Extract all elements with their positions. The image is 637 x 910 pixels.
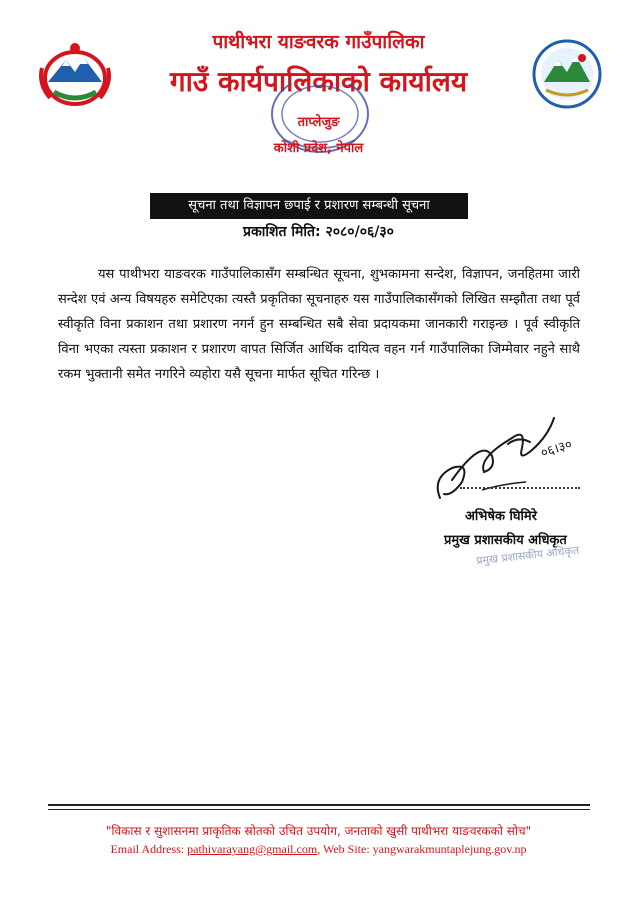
org-name: पाथीभरा याङवरक गाउँपालिका bbox=[212, 31, 425, 53]
signature-image bbox=[422, 398, 592, 508]
website-link[interactable]: yangwarakmuntaplejung.gov.np bbox=[372, 842, 527, 856]
address-province: कोशी प्रदेश, नेपाल bbox=[273, 141, 364, 156]
designation-stamp: प्रमुख प्रशासकीय अधिकृत bbox=[475, 543, 580, 568]
notice-title: सूचना तथा विज्ञापन छपाई र प्रशारण सम्बन्धी सूचना bbox=[150, 193, 468, 219]
published-date-label: प्रकाशित मिति: bbox=[243, 224, 321, 240]
footer-divider bbox=[48, 804, 590, 806]
notice-paragraph: यस पाथीभरा याङवरक गाउँपालिकासँग सम्बन्धित सूचना, शुभकामना सन्देश, विज्ञापन, जनहितमा जारी सन्देश एवं अन्य विषयहरु समेटिएका त्यस्तै प्रकृतिका सूचनाहरु यस गाउँपालिकासँगको लिखित सम्झौता तथा पूर्व स्वीकृति विना प्रकाशन तथा प्रशारण नगर्न हुन सम्बन्धित सबै सेवा प्रदायकमा जानकारी गराइन्छ । पूर्व स्वीकृति विना भएका त्यस्ता प्रकाशन र प्रशारण वापत सिर्जित आर्थिक दायित्व वहन गर्न गाउँपालिका जिम्मेवार नहुने साथै रकम भुक्तानी समेत नगरिने व्यहोरा यसै सूचना मार्फत सूचित गरिन्छ । bbox=[58, 267, 580, 382]
signatory-name: अभिषेक घिमिरे bbox=[465, 509, 537, 524]
footer-contact: Email Address: pathivarayang@gmail.com, Web Site: yangwarakmuntaplejung.gov.np bbox=[110, 842, 527, 856]
office-name: गाउँ कार्यपालिकाको कार्यालय bbox=[169, 65, 468, 98]
signature-date-mark: ०६।३० bbox=[539, 437, 575, 462]
published-date-line bbox=[0, 222, 637, 241]
address-district: ताप्लेजुङ bbox=[297, 115, 340, 130]
letterhead bbox=[0, 0, 637, 170]
email-link[interactable]: pathivarayang@gmail.com bbox=[187, 842, 318, 856]
website-label: Web Site: bbox=[322, 842, 370, 856]
signatory-designation: प्रमुख प्रशासकीय अधिकृत bbox=[444, 533, 567, 548]
footer-divider-thin bbox=[48, 809, 590, 810]
notice-body bbox=[58, 262, 580, 387]
footer-motto: "विकास र सुशासनमा प्राकृतिक स्रोतको उचित उपयोग, जनताको खुसी पाथीभरा याङवरकको सोच" bbox=[105, 824, 532, 838]
published-date: २०८०/०६/३० bbox=[325, 224, 394, 240]
municipality-logo-icon bbox=[528, 38, 606, 112]
email-label: Email Address: bbox=[110, 842, 185, 856]
signature-line bbox=[460, 487, 580, 489]
